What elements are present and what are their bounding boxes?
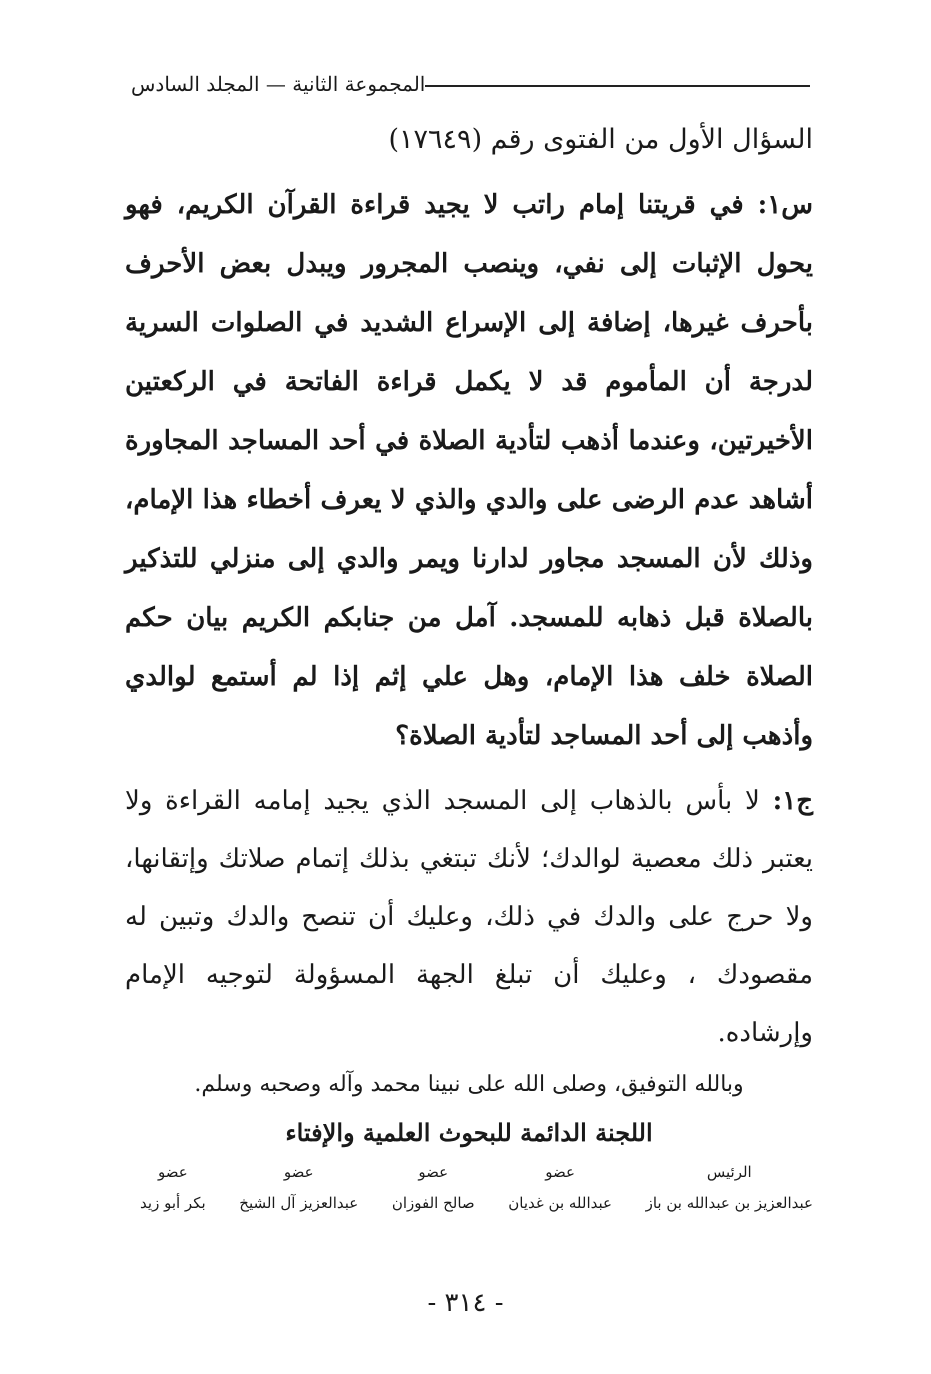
question-label: س١: — [757, 190, 813, 220]
member-role: عضو — [545, 1163, 575, 1181]
header-rule — [425, 85, 810, 87]
running-header — [125, 58, 810, 98]
committee-title: اللجنة الدائمة للبحوث العلمية والإفتاء — [285, 1118, 653, 1147]
member-name: صالح الفوزان — [391, 1194, 475, 1212]
page-number: - ٣١٤ - — [427, 1288, 504, 1318]
answer-paragraph — [125, 772, 813, 1062]
member-name: عبدالله بن غديان — [508, 1194, 612, 1212]
member-name: عبدالعزيز آل الشيخ — [239, 1194, 359, 1212]
member-chairman — [646, 1158, 813, 1214]
answer-label: ج١: — [772, 786, 813, 816]
answer-text: لا بأس بالذهاب إلى المسجد الذي يجيد إمامه القراءة ولا يعتبر ذلك معصية لوالدك؛ لأنك تبتغي بذلك إتمام صلاتك وإتقانها، ولا حرج على والدك في ذلك، وعليك أن تنصح والدك وتبين له مقصودك ، وعليك أن تبلغ الجهة المسؤولة لتوجيه الإمام وإرشاده. — [125, 786, 813, 1048]
fatwa-heading: السؤال الأول من الفتوى رقم (١٧٦٤٩) — [388, 124, 813, 155]
member-role: عضو — [157, 1163, 188, 1181]
member-2 — [508, 1158, 612, 1214]
closing-line: وبالله التوفيق، وصلى الله على نبينا محمد وآله وصحبه وسلم. — [194, 1072, 744, 1097]
member-3 — [392, 1158, 475, 1214]
question-text: في قريتنا إمام راتب لا يجيد قراءة القرآن الكريم، فهو يحول الإثبات إلى نفي، وينصب المجرور ويبدل بعض الأحرف بأحرف غيرها، إضافة إلى الإسراع الشديد في الصلوات السرية لدرجة أن المأموم قد لا يكمل قراءة الفاتحة في الركعتين الأخيرتين، وعندما أذهب لتأدية الصلاة في أحد المساجد المجاورة أشاهد عدم الرضى على والدي والذي لا يعرف أخطاء هذا الإمام، وذلك لأن المسجد مجاور لدارنا ويمر والدي إلى منزلي للتذكير بالصلاة قبل ذهابه للمسجد. آمل من جنابكم الكريم بيان حكم الصلاة خلف هذا الإمام، وهل علي إثم إذا لم أستمع لوالدي وأذهب إلى أحد المساجد لتأدية الصلاة؟ — [125, 190, 813, 751]
running-title: المجموعة الثانية — المجلد السادس — [131, 72, 426, 96]
member-role: عضو — [418, 1163, 449, 1181]
member-4 — [239, 1158, 358, 1214]
question-paragraph — [125, 176, 813, 766]
member-5 — [140, 1158, 206, 1214]
committee-members — [140, 1158, 813, 1214]
member-name: عبدالعزيز بن عبدالله بن باز — [645, 1194, 813, 1212]
member-name: بكر أبو زيد — [140, 1194, 206, 1212]
member-role: عضو — [283, 1163, 314, 1181]
member-role: الرئيس — [706, 1163, 752, 1181]
